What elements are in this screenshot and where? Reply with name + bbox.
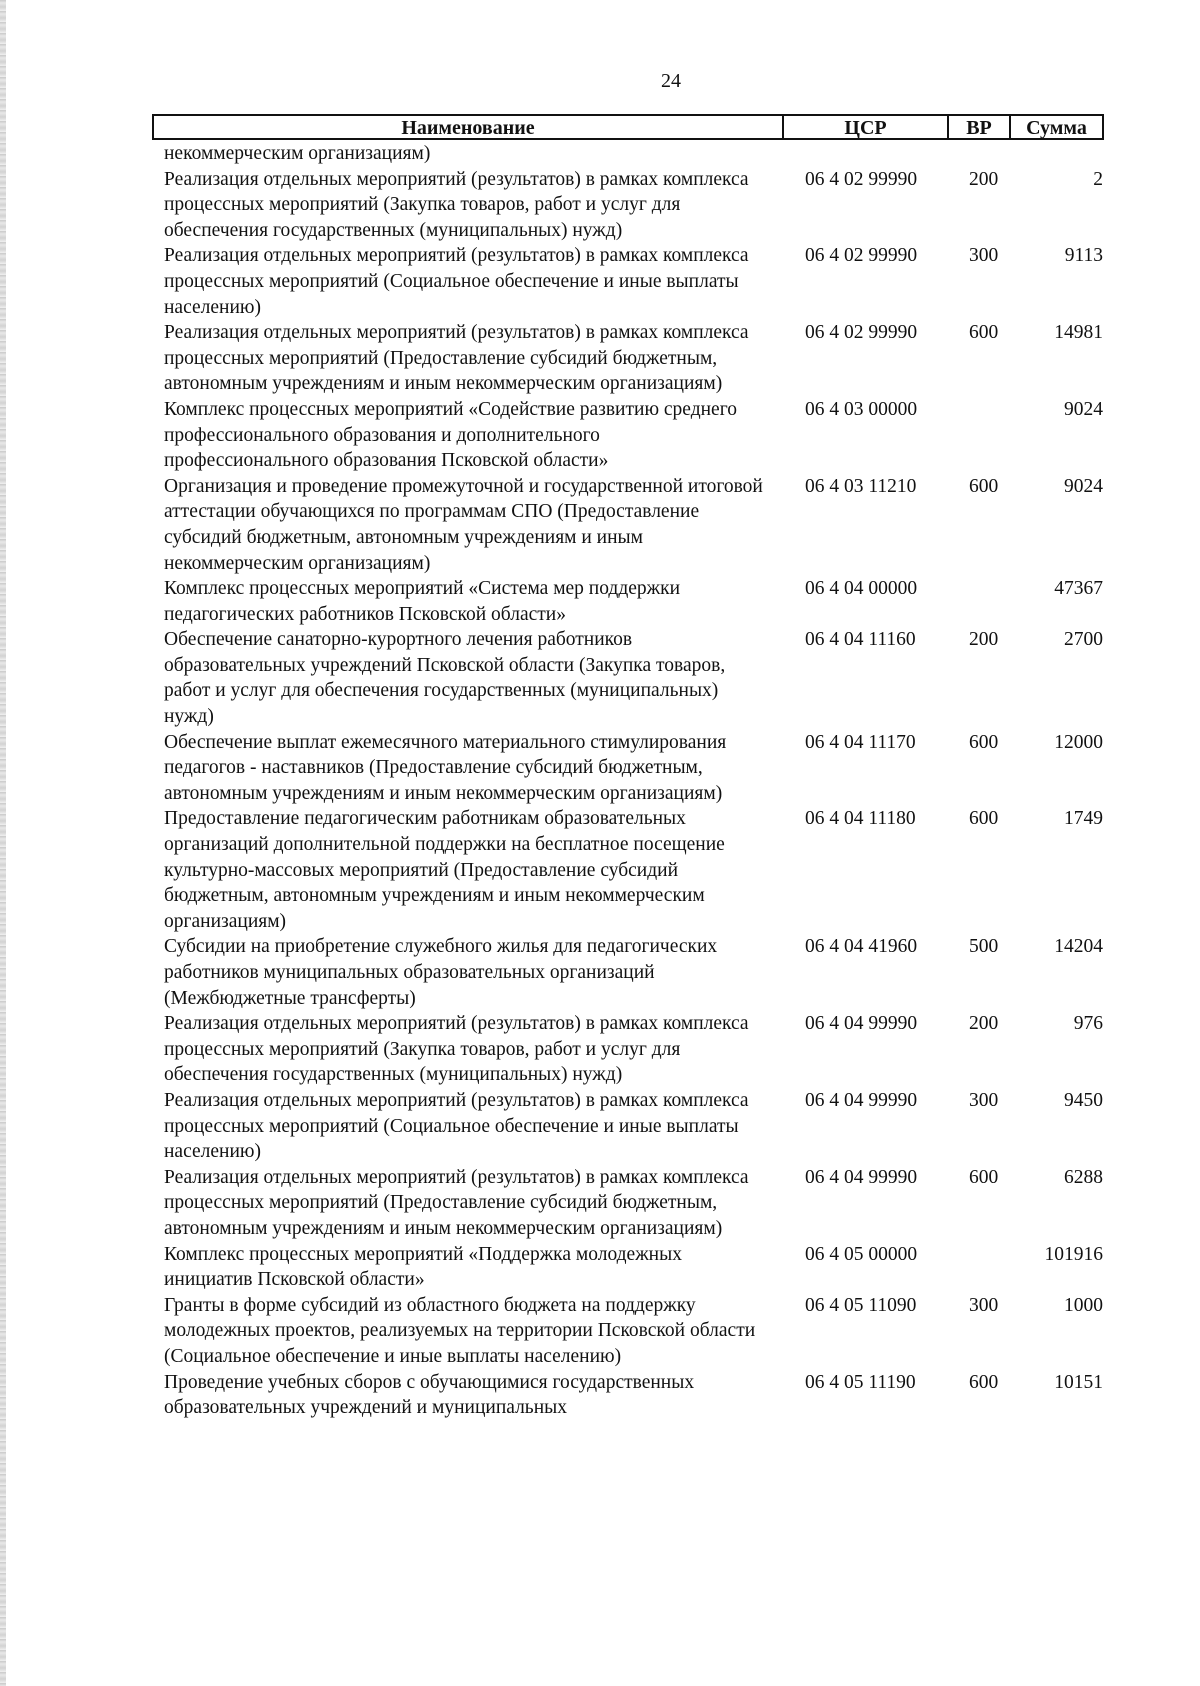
table-row — [152, 1011, 1112, 1088]
row-vr: 300 — [969, 245, 999, 267]
row-name: Гранты в форме субсидий из областного бюджета на поддержку молодежных проектов, реализуемых на территории Псковской области (Социальное обеспечение и иные выплаты населению) — [164, 1294, 756, 1367]
table-row — [152, 1165, 1112, 1242]
row-vr: 600 — [969, 1371, 999, 1393]
row-vr: 500 — [969, 936, 999, 958]
row-vr: 300 — [969, 1294, 999, 1316]
row-vr: 200 — [969, 168, 999, 190]
row-vr: 200 — [969, 629, 999, 651]
row-csr: 06 4 04 99990 — [805, 1166, 918, 1188]
scan-edge — [0, 0, 6, 1686]
row-csr: 06 4 02 99990 — [805, 168, 918, 190]
row-sum: 9450 — [1064, 1089, 1103, 1111]
table-body — [152, 141, 1112, 1421]
row-name: Комплекс процессных мероприятий «Содействие развитию среднего профессионального образования и дополнительного профессионального образования Псковской области» — [164, 398, 737, 472]
table-row — [152, 806, 1112, 934]
row-name: Предоставление педагогическим работникам образовательных организаций дополнительной поддержки на бесплатное посещение культурно-массовых мероприятий (Предоставление субсидий бюджетным, автономным учреждениям и иным некоммерческим организациям) — [164, 808, 725, 932]
row-name: Комплекс процессных мероприятий «Поддержка молодежных инициатив Псковской области» — [164, 1243, 682, 1291]
row-name: Реализация отдельных мероприятий (результатов) в рамках комплекса процессных мероприятий (Предоставление субсидий бюджетным, автономным учреждениям и иным некоммерческим организациям) — [164, 322, 749, 395]
row-name: Субсидии на приобретение служебного жилья для педагогических работников муниципальных образовательных организаций (Межбюджетные трансферты) — [164, 936, 718, 1009]
row-sum: 9024 — [1064, 475, 1103, 497]
table-row — [152, 730, 1112, 807]
header-vr: ВР — [947, 114, 1009, 140]
row-sum: 976 — [1073, 1013, 1103, 1035]
row-name: Обеспечение выплат ежемесячного материального стимулирования педагогов - наставников (Предоставление субсидий бюджетным, автономным учреждениям и иным некоммерческим организациям) — [164, 731, 727, 804]
row-vr: 600 — [969, 731, 999, 753]
row-sum: 2700 — [1064, 629, 1103, 651]
row-name: Комплекс процессных мероприятий «Система мер поддержки педагогических работников Псковской области» — [164, 578, 681, 625]
header-csr: ЦСР — [782, 114, 947, 140]
row-vr: 300 — [969, 1089, 999, 1111]
row-vr: 600 — [969, 322, 999, 344]
table-row — [152, 243, 1112, 320]
row-name: Реализация отдельных мероприятий (результатов) в рамках комплекса процессных мероприятий (Социальное обеспечение и иные выплаты населению) — [164, 245, 749, 318]
row-name: Реализация отдельных мероприятий (результатов) в рамках комплекса процессных мероприятий (Закупка товаров, работ и услуг для обеспечения государственных (муниципальных) нужд) — [164, 1013, 749, 1086]
row-csr: 06 4 04 11170 — [805, 731, 916, 753]
row-sum: 101916 — [1044, 1243, 1103, 1265]
table-row — [152, 397, 1112, 474]
table-row — [152, 627, 1112, 729]
row-sum: 2 — [1093, 168, 1103, 190]
row-vr: 600 — [969, 475, 999, 497]
row-sum: 14981 — [1054, 322, 1103, 344]
row-sum: 1000 — [1064, 1294, 1103, 1316]
row-sum: 9024 — [1064, 398, 1103, 420]
row-csr: 06 4 05 11190 — [805, 1371, 916, 1393]
row-name: Проведение учебных сборов с обучающимися государственных образовательных учреждений и муниципальных — [164, 1371, 695, 1419]
table-row — [152, 1293, 1112, 1370]
row-csr: 06 4 04 11160 — [805, 629, 916, 651]
row-csr: 06 4 04 11180 — [805, 808, 916, 830]
row-name: некоммерческим организациям) — [164, 143, 431, 164]
row-csr: 06 4 03 11210 — [805, 475, 917, 497]
table-row — [152, 934, 1112, 1011]
row-name: Организация и проведение промежуточной и государственной итоговой аттестации обучающихся по программам СПО (Предоставление субсидий бюджетным, автономным учреждениям и иным некоммерческим организациям) — [164, 475, 763, 574]
row-sum: 9113 — [1064, 245, 1103, 267]
row-name: Реализация отдельных мероприятий (результатов) в рамках комплекса процессных мероприятий (Предоставление субсидий бюджетным, автономным учреждениям и иным некоммерческим организациям) — [164, 1166, 749, 1239]
row-csr: 06 4 05 00000 — [805, 1243, 918, 1265]
row-csr: 06 4 04 41960 — [805, 936, 918, 958]
table-row — [152, 1242, 1112, 1293]
row-sum: 10151 — [1054, 1371, 1103, 1393]
row-csr: 06 4 04 99990 — [805, 1013, 918, 1035]
row-name: Реализация отдельных мероприятий (результатов) в рамках комплекса процессных мероприятий (Социальное обеспечение и иные выплаты населению) — [164, 1089, 749, 1163]
table-row — [152, 474, 1112, 576]
row-csr: 06 4 05 11090 — [805, 1294, 917, 1316]
row-name: Реализация отдельных мероприятий (результатов) в рамках комплекса процессных мероприятий (Закупка товаров, работ и услуг для обеспечения государственных (муниципальных) нужд) — [164, 168, 749, 241]
row-sum: 6288 — [1064, 1166, 1103, 1188]
page-number: 24 — [661, 70, 681, 92]
table-row — [152, 576, 1112, 627]
header-name: Наименование — [152, 114, 782, 140]
row-csr: 06 4 02 99990 — [805, 322, 918, 344]
table-header — [152, 114, 1104, 141]
row-sum: 12000 — [1054, 731, 1103, 753]
row-csr: 06 4 04 99990 — [805, 1089, 918, 1111]
row-vr: 200 — [969, 1013, 999, 1035]
row-vr: 600 — [969, 808, 999, 830]
row-sum: 1749 — [1064, 808, 1103, 830]
table-row — [152, 1088, 1112, 1165]
table-row — [152, 141, 1112, 167]
table-row — [152, 320, 1112, 397]
row-csr: 06 4 02 99990 — [805, 245, 918, 267]
row-name: Обеспечение санаторно-курортного лечения работников образовательных учреждений Псковской области (Закупка товаров, работ и услуг для обеспечения государственных (муниципальных) нужд) — [164, 629, 726, 728]
table-row — [152, 1370, 1112, 1421]
row-vr: 600 — [969, 1166, 999, 1188]
row-sum: 14204 — [1054, 936, 1103, 958]
row-sum: 47367 — [1054, 578, 1103, 600]
row-csr: 06 4 04 00000 — [805, 578, 918, 600]
row-csr: 06 4 03 00000 — [805, 398, 918, 420]
table-row — [152, 167, 1112, 244]
header-sum: Сумма — [1009, 114, 1104, 140]
